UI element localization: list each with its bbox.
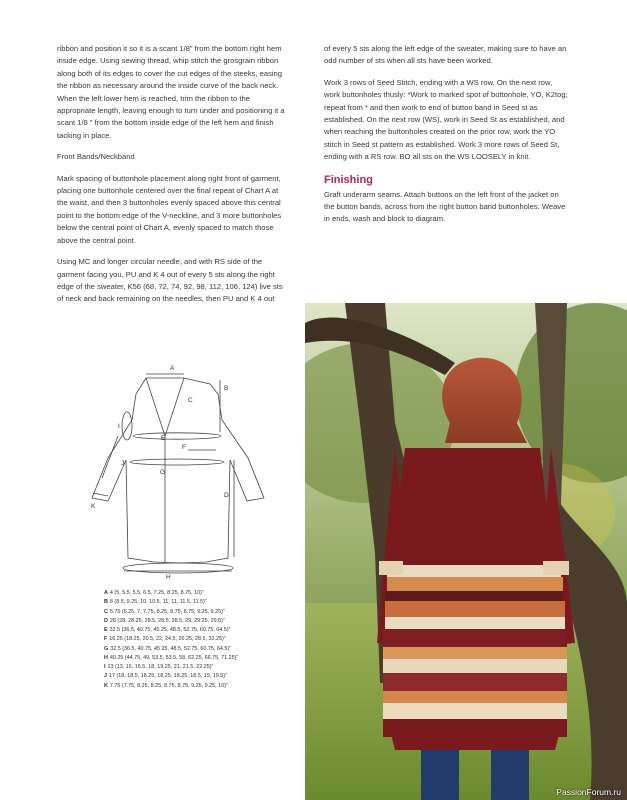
garment-outline — [92, 374, 264, 573]
label-b: B — [224, 385, 229, 392]
paragraph-finishing: Graft underarm seams. Attach buttons on the left front of the jacket on the button bands, across from the right button band buttonholes. Weave in ends, wash and block to diagram. — [324, 189, 566, 224]
measurement-value: 4 (5, 5.5, 5.5, 6.5, 7.25, 8.25, 8.75, 10)” — [109, 590, 204, 596]
measurement-row — [104, 672, 304, 681]
label-c: C — [188, 397, 193, 404]
measurement-value: 32.5 (36.5, 40.75, 45.25, 48.5, 52.75, 60.75, 64.5)” — [110, 645, 231, 652]
schematic-diagram — [84, 358, 294, 590]
measurement-value: 8 (8.5, 9.25, 10, 10.5, 11, 11, 11.5, 11.5)” — [109, 599, 207, 606]
measurement-key: J — [104, 673, 107, 680]
left-text-column — [57, 43, 289, 315]
measurement-key: I — [104, 664, 106, 670]
measurement-row — [104, 635, 304, 644]
measurement-value: 28 (28, 28.25, 28.5, 28.5, 28.5, 29, 29.25, 29.5)” — [109, 617, 225, 624]
measurement-row — [104, 645, 304, 654]
paragraph-odd-sts: of every 5 sts along the left edge of the sweater, making sure to have an odd number of sts when all sts have been worked. — [324, 44, 567, 66]
label-h: H — [166, 574, 171, 581]
measurement-row — [104, 608, 304, 617]
measurement-row — [104, 626, 304, 635]
paragraph-ribbon: ribbon and position it so it is a scant 1/8” from the bottom right hem inside edge. Using sewing thread, whip stitch the grosgrain ribbon along both of its edges to cover the cut edges of the steeks, easing the ribbon as necessary around the inside curve of the back neck. When the left lower hem is reached, trim the ribbon to the appropriate length, leaving enough to turn under and positioning it a scant 1/8 ” from the bottom inside edge of the left hem and finish tacking in place. — [57, 44, 285, 140]
label-a: A — [170, 365, 175, 372]
measurement-row — [104, 617, 304, 626]
label-d: D — [224, 492, 229, 499]
measurement-value: 17 (18, 18.5, 18.25, 18.25, 18.25, 18.5, 19, 19.5)” — [109, 673, 227, 680]
measurement-key: K — [104, 682, 108, 689]
measurement-key: H — [104, 654, 108, 661]
label-g: G — [160, 469, 166, 476]
paragraph-pickup: Using MC and longer circular needle, and with RS side of the garment facing you, PU and K 4 out of every 5 sts along the right edge of the sweater, K56 (68, 72, 74, 92, 98, 112, 106, 124) live sts of neck and back remaining on the needles, then PU and K 4 out — [57, 257, 283, 304]
fair-isle-pattern — [379, 561, 569, 737]
paragraph-buttonhole-placement: Mark spacing of buttonhole placement along right front of garment, placing one buttonhole centered over the final repeat of Chart A at the waist, and then 3 buttonholes evenly spaced above this central point to the bottom edge of the V-neckline, and 3 more buttonholes below the central point of Chart A, evenly spaced to match those above the central point. — [57, 173, 282, 245]
paragraph-seed-stitch: Work 3 rows of Seed Stitch, ending with a WS row. On the next row, work buttonholes thusly: *Work to marked spot of buttonhole, YO, K2tog; repeat from * and then work to end of button band in Seed st as established. On the next row (WS), work in Seed St as established, and when reaching the buttonholes created on the prior row, work the YO stitch in Seed st pattern as established. Work 3 more rows of Seed St, ending with a RS row. BO all sts on the WS LOOSELY in knit. — [324, 77, 568, 162]
measurement-row — [104, 654, 304, 663]
measurement-row — [104, 663, 304, 672]
label-k: K — [91, 503, 96, 510]
measurement-key: F — [104, 636, 108, 643]
measurement-value: 16.25 (18.25, 20.5, 22, 24.5, 26.25, 28.5, 32.25)” — [109, 636, 226, 643]
measurement-value: 7.75 (7.75, 8.25, 8.25, 8.75, 8.75, 9.25, 9.25, 10)” — [109, 682, 228, 689]
measurement-key: G — [104, 645, 109, 652]
measurement-key: D — [104, 617, 108, 624]
measurement-row — [104, 589, 304, 598]
measurement-key: C — [104, 608, 108, 615]
measurement-value: 5.75 (6.25, 7, 7.75, 8.25, 8.75, 8.75, 9.25, 9.25)” — [109, 608, 225, 615]
finishing-title: Finishing — [324, 173, 373, 186]
label-e: E — [161, 435, 166, 442]
measurement-key: E — [104, 627, 108, 633]
label-f: F — [182, 444, 186, 451]
measurement-key: A — [104, 590, 108, 596]
measurement-key: B — [104, 599, 108, 606]
right-text-column — [324, 43, 569, 235]
watermark-text: PassionForum.ru — [556, 787, 621, 797]
measurement-value: 40.25 (44.75, 49, 53.5, 53.5, 58, 62.25, 66.75, 71.25)” — [109, 654, 239, 661]
label-j: J — [121, 460, 125, 467]
measurement-value: 32.5 (36.5, 40.75, 45.25, 48.5, 52.75, 60.75, 64.5)” — [109, 627, 231, 633]
sweater-photo — [305, 303, 627, 800]
measurement-row — [104, 682, 304, 691]
subheading-front-bands: Front Bands/Neckband — [57, 152, 135, 162]
measurement-value: 13 (13, 15, 16.5, 18, 19.25, 21, 21.5, 22.25)” — [107, 664, 214, 670]
label-i: I — [118, 423, 120, 430]
measurement-row — [104, 598, 304, 607]
measurements-list — [104, 589, 304, 691]
